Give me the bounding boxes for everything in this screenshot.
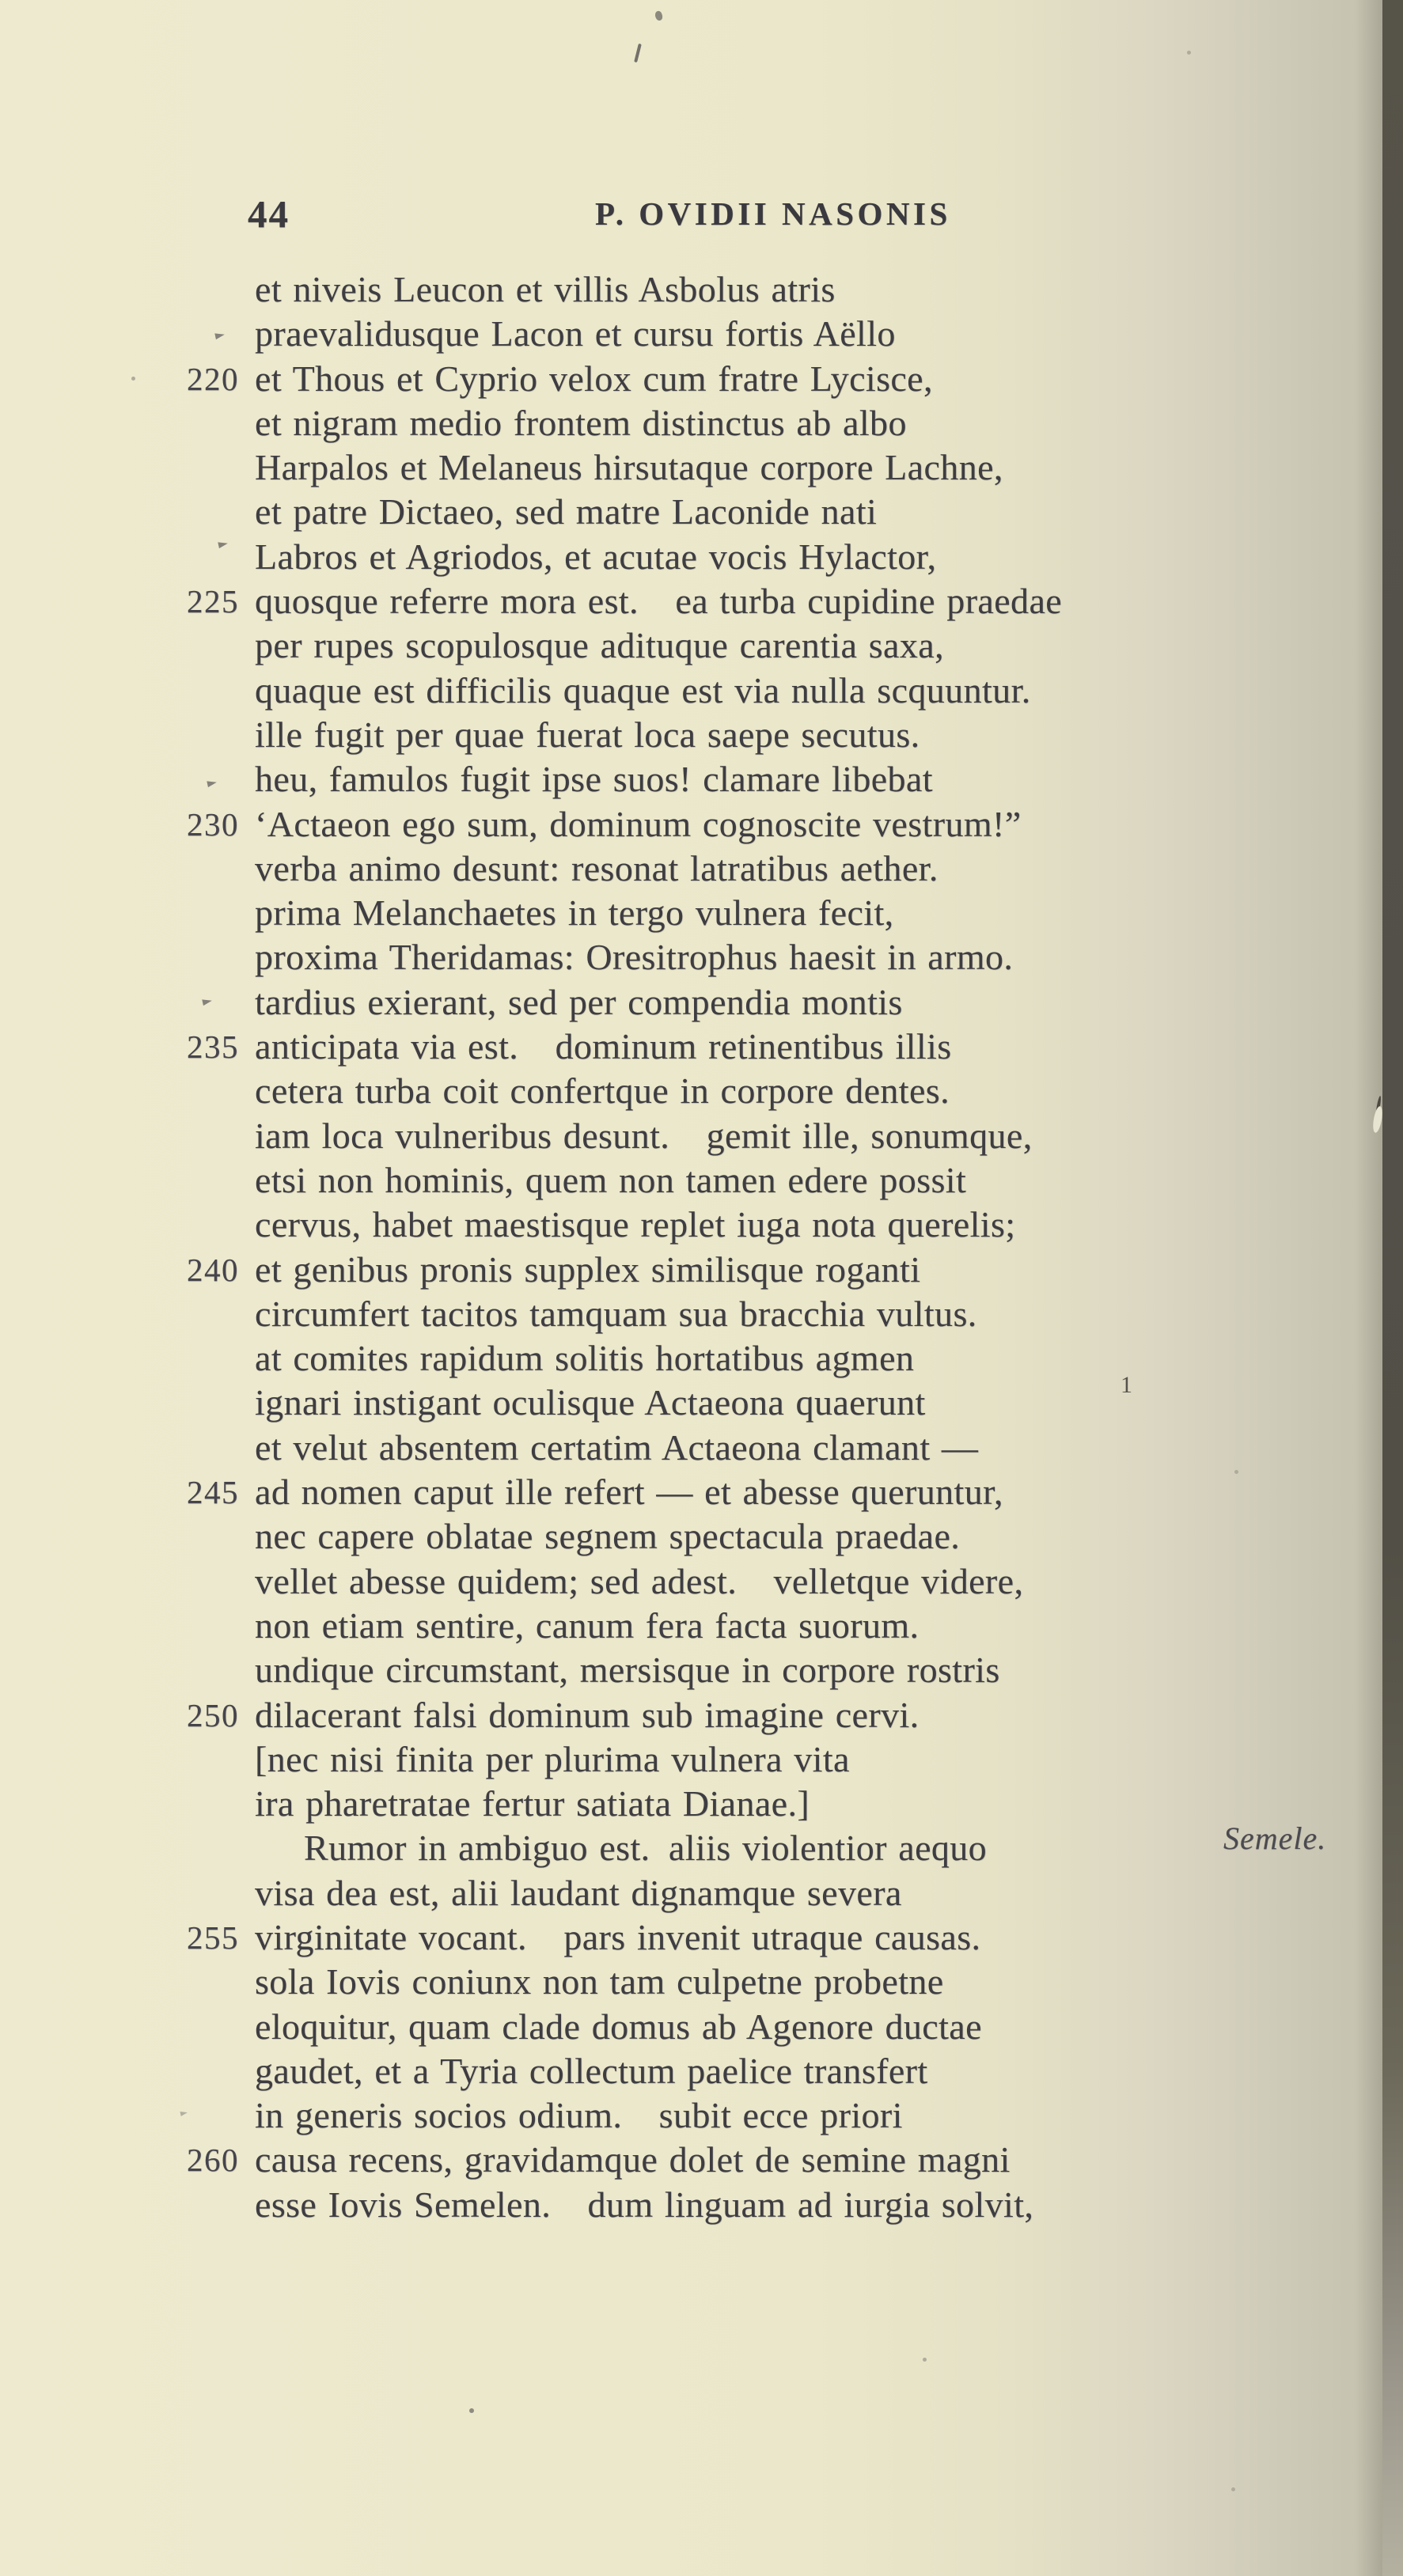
verse-text: quaque est difficilis quaque est via nulla scquuntur. <box>255 669 1031 710</box>
verse-text: gaudet, et a Tyria collectum paelice transfert <box>255 2050 928 2091</box>
verse-text: ignari instigant oculisque Actaeona quaerunt <box>255 1382 926 1423</box>
line-number: 235 <box>187 1029 239 1066</box>
verse-line <box>0 1693 1403 1737</box>
verse-text: nec capere oblatae segnem spectacula praedae. <box>255 1516 961 1557</box>
verse-text: virginitate vocant. pars invenit utraque causas. <box>255 1916 981 1957</box>
verse-text: ira pharetratae fertur satiata Dianae.] <box>255 1783 810 1824</box>
margin-note: Semele. <box>1223 1820 1327 1856</box>
verse-line <box>0 535 1403 579</box>
verse-text: verba animo desunt: resonat latratibus aether. <box>255 847 938 888</box>
verse-line <box>0 1604 1403 1648</box>
verse-line <box>0 445 1403 490</box>
stray-mark <box>469 2408 474 2413</box>
verse-text-block <box>0 267 1403 2227</box>
verse-text: in generis socios odium. subit ecce priori <box>255 2095 903 2136</box>
verse-text: ‘Actaeon ego sum, dominum cognoscite vestrum!” <box>255 803 1022 844</box>
verse-text: etsi non hominis, quem non tamen edere possit <box>255 1159 967 1200</box>
verse-line <box>0 1248 1403 1292</box>
verse-text: ad nomen caput ille refert — et abesse queruntur, <box>255 1472 1003 1513</box>
line-number: 260 <box>187 2142 239 2179</box>
verse-text: non etiam sentire, canum fera facta suorum. <box>255 1604 920 1646</box>
verse-line <box>0 1069 1403 1113</box>
verse-text: et niveis Leucon et villis Asbolus atris <box>255 269 836 309</box>
verse-line <box>0 1470 1403 1514</box>
verse-line <box>0 2093 1403 2138</box>
verse-text: Harpalos et Melaneus hirsutaque corpore Lachne, <box>255 447 1003 488</box>
verse-text: cervus, habet maestisque replet iuga nota querelis; <box>255 1204 1016 1245</box>
verse-line <box>0 1203 1403 1247</box>
verse-line <box>0 802 1403 847</box>
verse-line <box>0 891 1403 935</box>
verse-text: anticipata via est. dominum retinentibus illis <box>255 1026 952 1067</box>
verse-line <box>0 847 1403 891</box>
stray-mark <box>634 44 642 63</box>
line-number: 225 <box>187 583 239 620</box>
stray-mark <box>1187 51 1191 55</box>
verse-line <box>0 1114 1403 1158</box>
line-number: 255 <box>187 1919 239 1956</box>
stray-mark <box>1234 1470 1238 1474</box>
verse-line <box>0 1426 1403 1470</box>
verse-text: et Thous et Cyprio velox cum fratre Lycisce, <box>255 358 933 399</box>
verse-line <box>0 1826 1403 1870</box>
line-number: 240 <box>187 1251 239 1288</box>
verse-line <box>0 401 1403 445</box>
stray-mark <box>1231 2487 1235 2491</box>
verse-text: praevalidusque Lacon et cursu fortis Aëllo <box>255 313 896 354</box>
page-number: 44 <box>248 192 290 236</box>
verse-text: circumfert tacitos tamquam sua bracchia vultus. <box>255 1293 977 1334</box>
verse-text: undique circumstant, mersisque in corpore rostris <box>255 1650 1000 1691</box>
verse-line <box>0 1514 1403 1559</box>
verse-text: sola Iovis coniunx non tam culpetne probetne <box>255 1961 944 2002</box>
verse-line <box>0 623 1403 668</box>
verse-line <box>0 1336 1403 1381</box>
line-number: 230 <box>187 805 239 843</box>
verse-text: ille fugit per quae fuerat loca saepe secutus. <box>255 714 920 755</box>
verse-line <box>0 1025 1403 1069</box>
verse-text: vellet abesse quidem; sed adest. velletque videre, <box>255 1560 1024 1601</box>
verse-text: cetera turba coit confertque in corpore dentes. <box>255 1070 950 1112</box>
verse-text: tardius exierant, sed per compendia montis <box>255 981 903 1022</box>
verse-text: causa recens, gravidamque dolet de semine magni <box>255 2139 1011 2180</box>
verse-line <box>0 267 1403 312</box>
verse-line <box>0 1559 1403 1604</box>
verse-text: proxima Theridamas: Oresitrophus haesit in armo. <box>255 937 1014 978</box>
verse-line <box>0 713 1403 757</box>
verse-line <box>0 1871 1403 1915</box>
verse-text: iam loca vulneribus desunt. gemit ille, sonumque, <box>255 1115 1033 1156</box>
verse-text: et nigram medio frontem distinctus ab albo <box>255 402 907 443</box>
line-number: 220 <box>187 360 239 397</box>
verse-text: heu, famulos fugit ipse suos! clamare libebat <box>255 759 933 800</box>
verse-line <box>0 2183 1403 2227</box>
verse-line <box>0 579 1403 623</box>
verse-text: prima Melanchaetes in tergo vulnera fecit, <box>255 892 894 934</box>
verse-line <box>0 490 1403 534</box>
verse-line <box>0 1960 1403 2004</box>
verse-line <box>0 2138 1403 2182</box>
verse-text: Labros et Agriodos, et acutae vocis Hylactor, <box>255 536 937 577</box>
stray-mark: 1 <box>1121 1372 1132 1398</box>
verse-text: Rumor in ambiguo est. aliis violentior aequo <box>304 1828 988 1869</box>
verse-line <box>0 935 1403 979</box>
verse-text: dilacerant falsi dominum sub imagine cervi. <box>255 1694 920 1735</box>
line-number: 250 <box>187 1696 239 1733</box>
verse-line <box>0 1782 1403 1826</box>
line-number: 245 <box>187 1474 239 1511</box>
verse-line <box>0 1292 1403 1336</box>
verse-text: visa dea est, alii laudant dignamque severa <box>255 1872 902 1913</box>
verse-text: quosque referre mora est. ea turba cupidine praedae <box>255 581 1063 622</box>
verse-line <box>0 669 1403 713</box>
verse-line <box>0 2049 1403 2093</box>
verse-line <box>0 1381 1403 1425</box>
running-title: P. OVIDII NASONIS <box>595 195 951 232</box>
verse-text: esse Iovis Semelen. dum linguam ad iurgia solvit, <box>255 2184 1034 2225</box>
verse-text: et patre Dictaeo, sed matre Laconide nati <box>255 491 878 532</box>
verse-text: et genibus pronis supplex similisque roganti <box>255 1248 921 1290</box>
verse-line <box>0 1915 1403 1960</box>
verse-text: [nec nisi finita per plurima vulnera vita <box>255 1738 850 1779</box>
verse-text: at comites rapidum solitis hortatibus agmen <box>255 1338 915 1379</box>
stray-mark <box>131 377 135 381</box>
verse-text: et velut absentem certatim Actaeona clamant — <box>255 1426 979 1468</box>
verse-text: eloquitur, quam clade domus ab Agenore ductae <box>255 2006 982 2047</box>
verse-text: per rupes scopulosque adituque carentia saxa, <box>255 625 944 666</box>
stray-mark <box>654 10 664 22</box>
verse-line <box>0 1648 1403 1692</box>
stray-mark <box>923 2358 927 2362</box>
verse-line <box>0 2005 1403 2049</box>
verse-line <box>0 1737 1403 1782</box>
verse-line <box>0 357 1403 401</box>
verse-line <box>0 1158 1403 1203</box>
verse-line <box>0 312 1403 356</box>
